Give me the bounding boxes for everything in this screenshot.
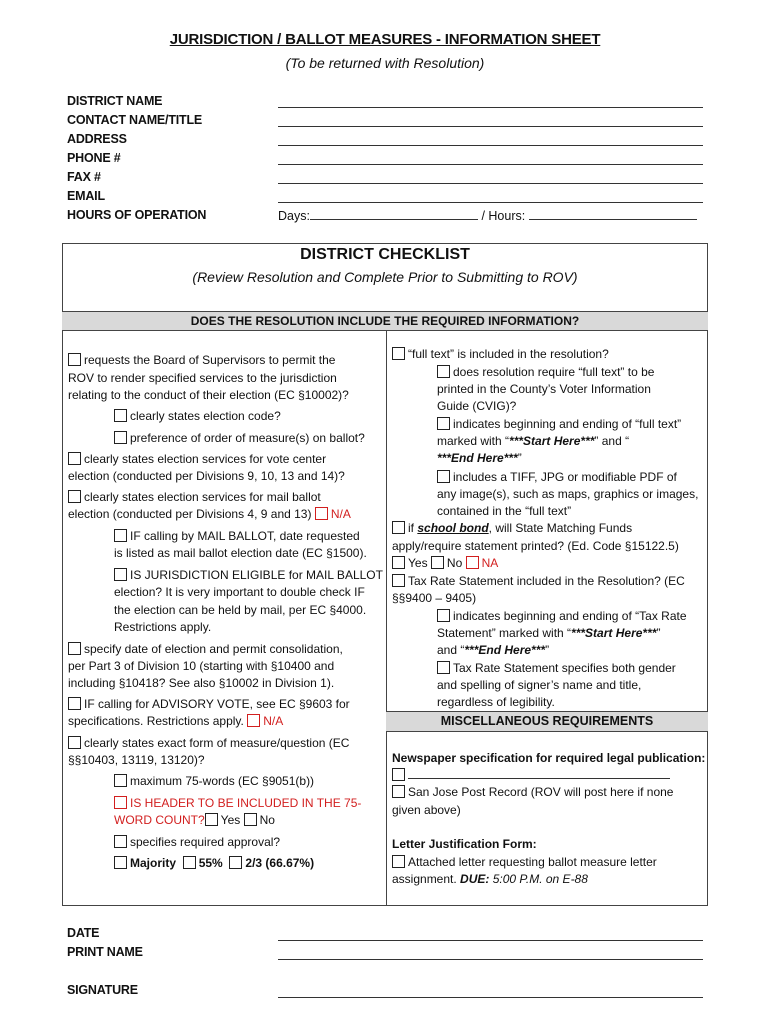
contact-name-field[interactable] [278,126,703,127]
list-item: IF calling for ADVISORY VOTE, see EC §9603 for [68,696,350,714]
list-item-cont: printed in the County’s Voter Information [437,382,651,396]
email-label: EMAIL [67,189,105,203]
checkbox[interactable] [68,452,81,465]
list-item-cont: assignment. DUE: 5:00 P.M. on E-88 [392,872,588,886]
checklist-subtitle: (Review Resolution and Complete Prior to Submitting to ROV) [192,269,578,285]
yes-no-na-row: Yes No NA [392,555,498,573]
list-item: “full text” is included in the resolution? [392,346,609,364]
phone-field[interactable] [278,164,703,165]
checkbox[interactable] [114,835,127,848]
contact-name-label: CONTACT NAME/TITLE [67,113,203,127]
list-item: if school bond, will State Matching Funds [392,520,632,538]
checklist-title: DISTRICT CHECKLIST [300,246,470,263]
list-item-cont: any image(s), such as maps, graphics or images, [437,487,699,501]
checkbox[interactable] [68,736,81,749]
yes-checkbox[interactable] [392,556,405,569]
pct55-checkbox[interactable] [183,856,196,869]
list-item-cont: Guide (CVIG)? [437,399,517,413]
list-item-cont: per Part 3 of Division 10 (starting with §10400 and [68,659,335,673]
list-item: preference of order of measure(s) on ballot? [114,430,365,448]
list-item: specifies required approval? [114,834,280,852]
fax-field[interactable] [278,183,703,184]
signature-label: SIGNATURE [67,983,138,997]
print-name-field[interactable] [278,959,703,960]
checkbox[interactable] [392,768,405,781]
list-item-cont: §§9400 – 9405) [392,591,477,605]
checkbox[interactable] [437,661,450,674]
district-name-field[interactable] [278,107,703,108]
list-item: clearly states election services for vote center [68,451,326,469]
fax-label: FAX # [67,170,101,184]
email-field[interactable] [278,202,703,203]
checkbox[interactable] [68,697,81,710]
question-bar: DOES THE RESOLUTION INCLUDE THE REQUIRED INFORMATION? [62,311,708,331]
list-item: specify date of election and permit consolidation, [68,641,343,659]
column-divider [386,331,387,906]
hours-field[interactable] [529,208,697,220]
list-item: IS JURISDICTION ELIGIBLE for MAIL BALLOT [114,567,383,585]
list-item-cont: contained in the “full text” [437,504,572,518]
na-checkbox[interactable] [315,507,328,520]
majority-checkbox[interactable] [114,856,127,869]
checkbox[interactable] [114,409,127,422]
list-item-cont: including §10418? See also §10002 in Division 1). [68,676,335,690]
list-item: clearly states election code? [114,408,281,426]
list-item-cont: apply/require statement printed? (Ed. Code §15122.5) [392,539,679,553]
checkbox[interactable] [114,568,127,581]
date-label: DATE [67,926,100,940]
address-label: ADDRESS [67,132,127,146]
list-item: Tax Rate Statement included in the Resolution? (EC [392,573,685,591]
letter-label: Letter Justification Form: [392,837,537,851]
list-item-cont: marked with “***Start Here***” and “ [437,434,630,448]
checkbox[interactable] [392,574,405,587]
page-title: JURISDICTION / BALLOT MEASURES - INFORMATION SHEET [169,31,601,48]
list-item: San Jose Post Record (ROV will post here if none [392,784,673,802]
list-item: indicates beginning and ending of “full text” [437,416,681,434]
address-field[interactable] [278,145,703,146]
list-item-cont: the election can be held by mail, per EC §4000. [114,603,367,617]
list-item: maximum 75-words (EC §9051(b)) [114,773,314,791]
list-item: IF calling by MAIL BALLOT, date requested [114,528,360,546]
list-item-cont: specifications. Restrictions apply. N/A [68,714,284,728]
checkbox[interactable] [392,855,405,868]
checkbox[interactable] [392,785,405,798]
list-item-cont: regardless of legibility. [437,695,555,709]
newspaper-field[interactable] [408,767,670,779]
hours-row [278,208,697,223]
list-item-cont: §§10403, 13119, 13120)? [68,753,205,767]
misc-requirements-bar: MISCELLANEOUS REQUIREMENTS [386,711,708,732]
list-item-cont: given above) [392,803,461,817]
list-item: requests the Board of Supervisors to permit the [68,352,335,370]
list-item-cont: relating to the conduct of their election (EC §10002)? [68,388,349,402]
na-checkbox[interactable] [247,714,260,727]
checkbox[interactable] [68,353,81,366]
newspaper-label: Newspaper specification for required legal publication: [392,751,706,765]
na-checkbox[interactable] [466,556,479,569]
checkbox[interactable] [437,365,450,378]
newspaper-row [392,767,670,785]
twothirds-checkbox[interactable] [229,856,242,869]
checkbox[interactable] [437,417,450,430]
checkbox[interactable] [114,529,127,542]
list-item: Tax Rate Statement specifies both gender [437,660,676,678]
list-item-cont: Statement” marked with “***Start Here***” [437,626,661,640]
list-item-cont: ROV to render specified services to the jurisdiction [68,371,337,385]
list-item-cont: and “***End Here***” [437,643,550,657]
list-item-cont: ***End Here***” [437,451,522,465]
checkbox[interactable] [392,347,405,360]
phone-label: PHONE # [67,151,121,165]
list-item: clearly states exact form of measure/question (EC [68,735,349,753]
no-checkbox[interactable] [244,813,257,826]
checkbox[interactable] [114,774,127,787]
list-item-cont: and spelling of signer’s name and title, [437,678,642,692]
checkbox[interactable] [437,609,450,622]
approval-options: Majority 55% 2/3 (66.67%) [114,855,314,873]
print-name-label: PRINT NAME [67,945,143,959]
date-field[interactable] [278,940,703,941]
page-subtitle: (To be returned with Resolution) [285,55,485,71]
list-item-cont: WORD COUNT? Yes No [114,813,275,827]
checkbox[interactable] [392,521,405,534]
hours-label: HOURS OF OPERATION [67,208,207,222]
list-item: includes a TIFF, JPG or modifiable PDF of [437,469,677,487]
list-item: clearly states election services for mail ballot [68,489,321,507]
list-item-cont: election (conducted per Divisions 9, 10, 13 and 14)? [68,469,345,483]
list-item-cont: election? It is very important to double check IF [114,585,365,599]
checkbox[interactable] [68,642,81,655]
list-item: indicates beginning and ending of “Tax Rate [437,608,687,626]
checkbox[interactable] [68,490,81,503]
yes-checkbox[interactable] [205,813,218,826]
list-item-cont: is listed as mail ballot election date (EC §1500). [114,546,367,560]
list-item: IS HEADER TO BE INCLUDED IN THE 75- [114,795,361,813]
list-item: does resolution require “full text” to be [437,364,654,382]
list-item-cont: election (conducted per Divisions 4, 9 and 13) N/A [68,507,351,521]
checkbox[interactable] [114,796,127,809]
days-label: Days: [278,209,310,223]
no-checkbox[interactable] [431,556,444,569]
signature-field[interactable] [278,997,703,998]
hours-sub-label: / Hours: [481,209,526,223]
list-item-cont: Restrictions apply. [114,620,212,634]
district-name-label: DISTRICT NAME [67,94,163,108]
checkbox[interactable] [437,470,450,483]
list-item: Attached letter requesting ballot measure letter [392,854,657,872]
days-field[interactable] [310,208,478,220]
checkbox[interactable] [114,431,127,444]
